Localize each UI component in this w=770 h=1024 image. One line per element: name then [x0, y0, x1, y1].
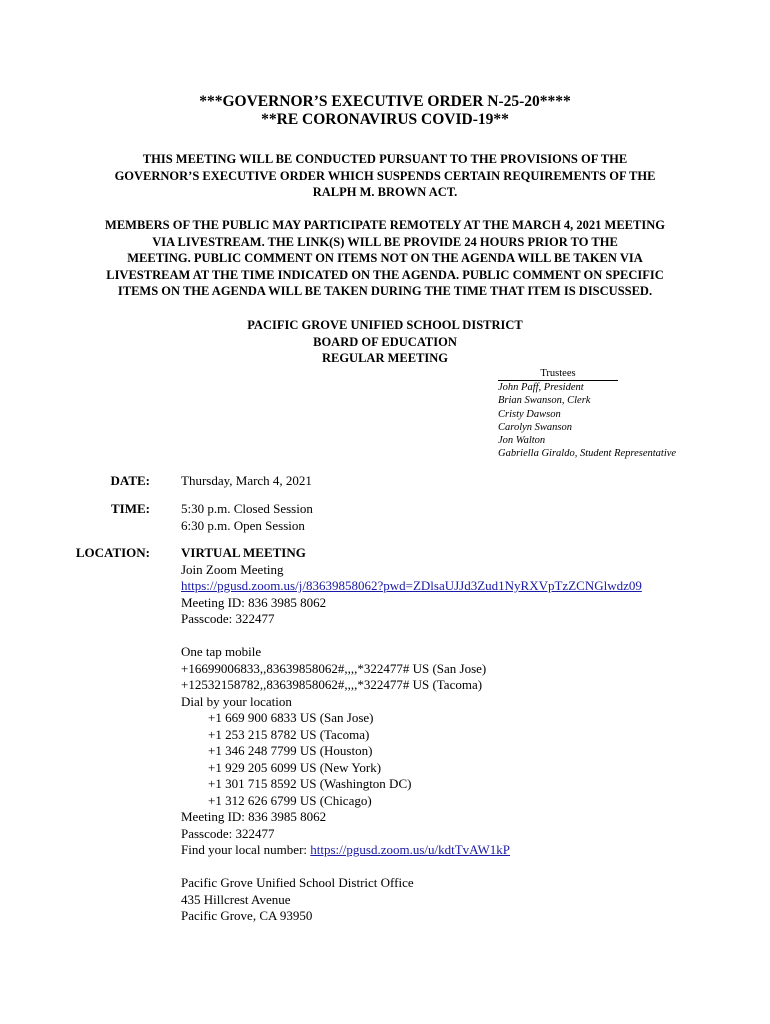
executive-order-title: ***GOVERNOR’S EXECUTIVE ORDER N-25-20**** [199, 93, 571, 110]
trustee-role: , Student Representative [574, 448, 677, 460]
location-value [181, 545, 741, 925]
trustee-name: Brian Swanson [498, 395, 562, 407]
tap-number: +16699006833,,83639858062#,,,,*322477# US (San Jose) [181, 660, 487, 676]
district-name: PACIFIC GROVE UNIFIED SCHOOL DISTRICT [247, 318, 523, 332]
brown-act-notice [60, 151, 710, 201]
trustee-member [498, 394, 748, 407]
notice-line: ITEMS ON THE AGENDA WILL BE TAKEN DURING THE TIME THAT ITEM IS DISCUSSED. [117, 284, 653, 298]
join-zoom-text: Join Zoom Meeting [181, 561, 284, 577]
office-city: Pacific Grove, CA 93950 [181, 908, 313, 923]
dial-number: +1 301 715 8592 US (Washington DC) [208, 776, 412, 791]
meeting-id-repeat: Meeting ID: 836 3985 8062 [181, 809, 327, 824]
location-label: LOCATION: [75, 545, 150, 560]
trustees-list [498, 367, 748, 460]
trustee-member [498, 421, 748, 434]
notice-line: THIS MEETING WILL BE CONDUCTED PURSUANT TO THE PROVISIONS OF THE [142, 152, 628, 166]
notice-line: VIA LIVESTREAM. THE LINK(S) WILL BE PROVIDE 24 HOURS PRIOR TO THE [152, 234, 618, 249]
trustee-name: Cristy Dawson [498, 408, 561, 420]
trustee-member [498, 408, 748, 421]
open-session-time: 6:30 p.m. Open Session [181, 517, 305, 533]
coronavirus-subtitle: **RE CORONAVIRUS COVID-19** [261, 111, 509, 128]
trustee-name: Jon Walton [498, 435, 546, 447]
find-local-number-link[interactable]: https://pgusd.zoom.us/u/kdtTvAW1kP [310, 842, 511, 857]
find-local-text: Find your local number: [181, 842, 311, 857]
trustee-role: , President [538, 382, 584, 394]
trustee-member [498, 381, 748, 394]
date-label: DATE: [110, 473, 150, 488]
district-header [0, 317, 770, 367]
one-tap-heading: One tap mobile [181, 644, 262, 659]
tap-number: +12532158782,,83639858062#,,,,*322477# US (Tacoma) [181, 677, 483, 692]
trustee-role: , Clerk [561, 395, 591, 407]
zoom-meeting-link[interactable]: https://pgusd.zoom.us/j/83639858062?pwd=ZDlsaUJJd3Zud1NyRXVpTzZCNGlwdz09 [181, 578, 642, 593]
closed-session-time: 5:30 p.m. Closed Session [181, 501, 313, 516]
trustee-member [498, 447, 748, 460]
trustees-heading: Trustees [498, 367, 618, 381]
board-name: BOARD OF EDUCATION [313, 334, 457, 349]
trustee-name: Carolyn Swanson [498, 421, 572, 433]
notice-line: LIVESTREAM AT THE TIME INDICATED ON THE AGENDA. PUBLIC COMMENT ON SPECIFIC [106, 267, 664, 282]
meeting-id: Meeting ID: 836 3985 8062 [181, 594, 327, 610]
notice-line: RALPH M. BROWN ACT. [312, 185, 458, 199]
passcode-repeat: Passcode: 322477 [181, 825, 275, 841]
meeting-date: Thursday, March 4, 2021 [181, 473, 312, 488]
office-street: 435 Hillcrest Avenue [181, 891, 291, 907]
find-local-number [181, 842, 741, 859]
notice-line: GOVERNOR’S EXECUTIVE ORDER WHICH SUSPENDS CERTAIN REQUIREMENTS OF THE [114, 168, 656, 183]
passcode: Passcode: 322477 [181, 611, 275, 626]
dial-number: +1 312 626 6799 US (Chicago) [208, 792, 372, 808]
trustee-member [498, 434, 748, 447]
trustee-name: Gabriella Giraldo [498, 448, 575, 460]
virtual-meeting-title: VIRTUAL MEETING [181, 545, 306, 560]
dial-number: +1 346 248 7799 US (Houston) [208, 743, 373, 758]
notice-line: MEETING. PUBLIC COMMENT ON ITEMS NOT ON THE AGENDA WILL BE TAKEN VIA [127, 251, 643, 265]
dial-number: +1 929 205 6099 US (New York) [208, 759, 382, 775]
trustee-name: John Paff [498, 382, 539, 394]
time-label: TIME: [111, 501, 150, 516]
dial-number: +1 669 900 6833 US (San Jose) [208, 710, 374, 725]
notice-line: MEMBERS OF THE PUBLIC MAY PARTICIPATE REMOTELY AT THE MARCH 4, 2021 MEETING [105, 218, 665, 232]
time-value [181, 501, 741, 534]
office-name: Pacific Grove Unified School District Office [181, 875, 414, 890]
meeting-type: REGULAR MEETING [321, 351, 449, 365]
date-value [181, 473, 741, 490]
dial-number: +1 253 215 8782 US (Tacoma) [208, 726, 370, 742]
dial-heading: Dial by your location [181, 693, 292, 709]
executive-order-header [0, 93, 770, 129]
public-participation-notice [55, 217, 715, 300]
